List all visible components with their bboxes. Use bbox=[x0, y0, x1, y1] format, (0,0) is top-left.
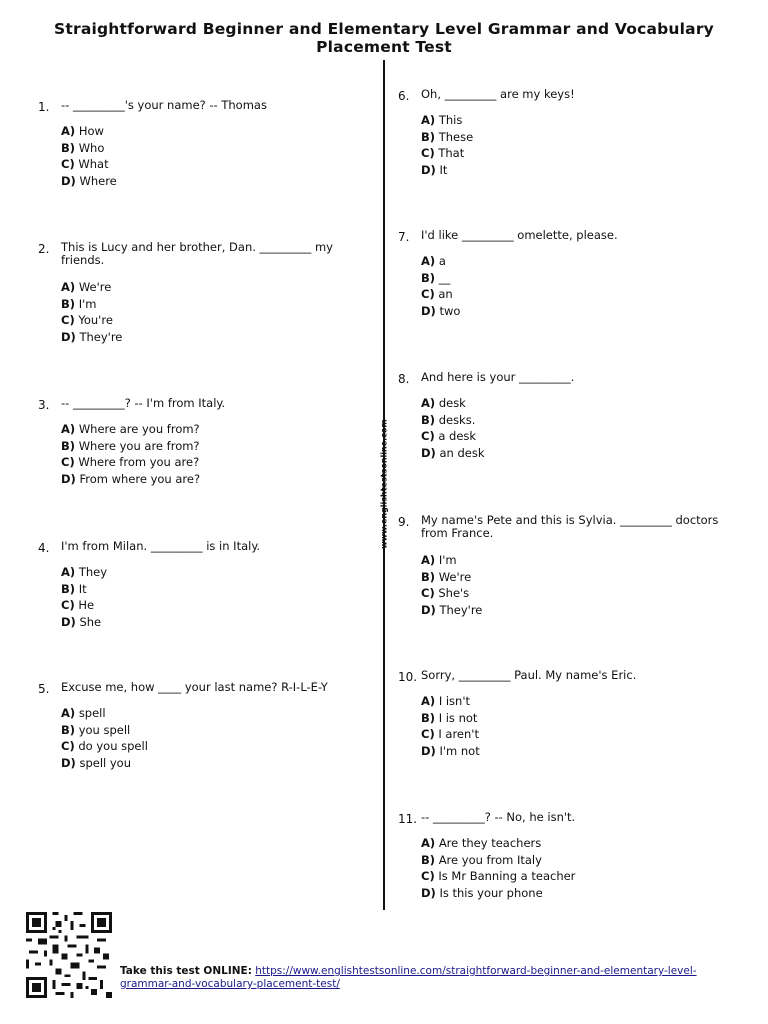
answer-option[interactable] bbox=[61, 583, 107, 600]
option-letter: D) bbox=[421, 602, 436, 617]
option-text: I'm bbox=[438, 553, 457, 567]
option-text: These bbox=[438, 129, 474, 144]
option-letter: C) bbox=[421, 727, 435, 741]
question-number: 9. bbox=[398, 515, 410, 529]
option-text: desk bbox=[438, 396, 466, 410]
option-letter: B) bbox=[421, 852, 436, 867]
online-test-link[interactable]: https://www.englishtestsonline.com/straightforward-beginner-and-elementary-level-grammar-and-vocabulary-placement-test/ bbox=[120, 965, 697, 990]
option-letter: A) bbox=[421, 836, 436, 850]
option-letter: A) bbox=[61, 422, 76, 436]
option-text: That bbox=[438, 146, 465, 160]
answer-option[interactable] bbox=[61, 757, 148, 774]
answer-option[interactable] bbox=[421, 397, 485, 414]
option-letter: A) bbox=[61, 706, 76, 720]
option-text: From where you are? bbox=[79, 471, 201, 486]
option-text: Is this your phone bbox=[439, 885, 543, 900]
option-text: Is Mr Banning a teacher bbox=[438, 869, 576, 883]
option-letter: C) bbox=[61, 739, 75, 753]
option-letter: D) bbox=[421, 303, 436, 318]
option-text: Where bbox=[79, 173, 117, 188]
question-number: 8. bbox=[398, 372, 410, 386]
answer-options bbox=[61, 281, 122, 347]
option-text: Where from you are? bbox=[78, 455, 200, 469]
question-text: Oh, _________ are my keys! bbox=[421, 87, 575, 101]
question-number: 4. bbox=[38, 541, 50, 555]
option-text: do you spell bbox=[78, 739, 148, 753]
answer-option[interactable] bbox=[61, 125, 117, 142]
answer-options bbox=[61, 125, 117, 191]
answer-option[interactable] bbox=[61, 599, 107, 616]
question-text: And here is your _________. bbox=[421, 370, 575, 384]
option-text: Who bbox=[78, 140, 105, 155]
answer-options bbox=[421, 695, 480, 761]
question-text: -- _________'s your name? -- Thomas bbox=[61, 98, 267, 112]
answer-option[interactable] bbox=[421, 114, 473, 131]
qr-code-icon[interactable] bbox=[24, 912, 114, 998]
answer-option[interactable] bbox=[421, 728, 480, 745]
answer-option[interactable] bbox=[421, 288, 460, 305]
option-letter: C) bbox=[61, 157, 75, 171]
answer-options bbox=[61, 423, 200, 489]
question-number: 1. bbox=[38, 100, 50, 114]
answer-option[interactable] bbox=[421, 854, 575, 871]
option-letter: B) bbox=[421, 270, 436, 285]
question-text: I'm from Milan. _________ is in Italy. bbox=[61, 539, 261, 553]
option-text: I isn't bbox=[438, 694, 471, 708]
option-letter: C) bbox=[421, 869, 435, 883]
question-number: 10. bbox=[398, 670, 418, 684]
answer-options bbox=[421, 554, 482, 620]
option-letter: C) bbox=[61, 313, 75, 327]
option-text: We're bbox=[78, 280, 112, 294]
option-letter: D) bbox=[421, 445, 436, 460]
answer-option[interactable] bbox=[61, 158, 117, 175]
option-letter: A) bbox=[61, 124, 76, 138]
option-letter: C) bbox=[421, 146, 435, 160]
option-text: two bbox=[439, 303, 461, 318]
option-text: Where are you from? bbox=[78, 422, 200, 436]
option-text: an desk bbox=[439, 445, 485, 460]
answer-options bbox=[421, 397, 485, 463]
answer-option[interactable] bbox=[421, 447, 485, 464]
option-text: a desk bbox=[438, 429, 477, 443]
question-number: 11. bbox=[398, 812, 418, 826]
option-text: This bbox=[438, 113, 463, 127]
answer-option[interactable] bbox=[421, 887, 575, 904]
option-text: She's bbox=[438, 586, 470, 600]
option-letter: A) bbox=[421, 553, 436, 567]
answer-option[interactable] bbox=[421, 870, 575, 887]
option-text: Are you from Italy bbox=[438, 852, 542, 867]
answer-option[interactable] bbox=[421, 571, 482, 588]
option-letter: C) bbox=[421, 429, 435, 443]
option-letter: B) bbox=[61, 722, 76, 737]
option-text: __ bbox=[438, 270, 451, 285]
question-text: -- _________? -- No, he isn't. bbox=[421, 810, 576, 824]
option-text: How bbox=[78, 124, 104, 138]
option-letter: D) bbox=[421, 162, 436, 177]
option-text: spell bbox=[78, 706, 106, 720]
question-text: I'd like _________ omelette, please. bbox=[421, 228, 618, 242]
question-text: My name's Pete and this is Sylvia. _________ doctors from France. bbox=[421, 513, 719, 540]
answer-option[interactable] bbox=[61, 740, 148, 757]
option-text: I'm bbox=[78, 296, 97, 311]
option-text: Where you are from? bbox=[78, 438, 200, 453]
answer-options bbox=[421, 837, 575, 903]
answer-option[interactable] bbox=[61, 281, 122, 298]
option-letter: A) bbox=[61, 565, 76, 579]
answer-option[interactable] bbox=[61, 314, 122, 331]
option-text: a bbox=[438, 254, 446, 268]
question-text: -- _________? -- I'm from Italy. bbox=[61, 396, 226, 410]
question-text: This is Lucy and her brother, Dan. _________ my friends. bbox=[61, 240, 333, 267]
answer-option[interactable] bbox=[61, 331, 122, 348]
online-test-link-block bbox=[120, 965, 720, 991]
question-text: Sorry, _________ Paul. My name's Eric. bbox=[421, 668, 637, 682]
option-letter: D) bbox=[421, 743, 436, 758]
page-title: Straightforward Beginner and Elementary Level Grammar and Vocabulary Placement Test bbox=[54, 20, 714, 56]
option-text: Are they teachers bbox=[438, 836, 542, 850]
option-letter: D) bbox=[421, 885, 436, 900]
answer-option[interactable] bbox=[421, 164, 473, 181]
option-letter: C) bbox=[421, 287, 435, 301]
option-letter: C) bbox=[421, 586, 435, 600]
option-text: desks. bbox=[438, 412, 476, 427]
option-text: you spell bbox=[78, 722, 131, 737]
answer-option[interactable] bbox=[421, 147, 473, 164]
option-letter: A) bbox=[421, 396, 436, 410]
answer-option[interactable] bbox=[421, 414, 485, 431]
option-text: She bbox=[79, 614, 102, 629]
option-text: I'm not bbox=[439, 743, 480, 758]
answer-option[interactable] bbox=[61, 724, 148, 741]
answer-option[interactable] bbox=[61, 616, 107, 633]
option-letter: B) bbox=[61, 140, 76, 155]
option-text: You're bbox=[78, 313, 113, 327]
option-text: an bbox=[438, 287, 453, 301]
option-letter: D) bbox=[61, 471, 76, 486]
answer-option[interactable] bbox=[421, 272, 460, 289]
answer-option[interactable] bbox=[421, 695, 480, 712]
option-letter: B) bbox=[61, 581, 76, 596]
option-letter: A) bbox=[421, 254, 436, 268]
answer-option[interactable] bbox=[61, 423, 200, 440]
answer-option[interactable] bbox=[61, 456, 200, 473]
option-letter: B) bbox=[421, 710, 436, 725]
option-letter: D) bbox=[61, 173, 76, 188]
option-letter: D) bbox=[61, 329, 76, 344]
option-letter: B) bbox=[421, 569, 436, 584]
option-text: It bbox=[439, 162, 448, 177]
question-number: 6. bbox=[398, 89, 410, 103]
answer-option[interactable] bbox=[61, 566, 107, 583]
option-letter: B) bbox=[61, 296, 76, 311]
option-letter: A) bbox=[421, 113, 436, 127]
answer-option[interactable] bbox=[421, 712, 480, 729]
answer-option[interactable] bbox=[421, 305, 460, 322]
option-text: They bbox=[78, 565, 108, 579]
option-letter: C) bbox=[61, 455, 75, 469]
option-letter: A) bbox=[421, 694, 436, 708]
question-number: 5. bbox=[38, 682, 50, 696]
answer-option[interactable] bbox=[421, 745, 480, 762]
answer-option[interactable] bbox=[61, 298, 122, 315]
answer-option[interactable] bbox=[61, 175, 117, 192]
online-test-label: Take this test ONLINE: bbox=[120, 965, 252, 977]
option-text: spell you bbox=[79, 755, 132, 770]
question-text: Excuse me, how ____ your last name? R-I-L-E-Y bbox=[61, 680, 328, 694]
option-letter: A) bbox=[61, 280, 76, 294]
site-watermark: www.englishtestsonline.com bbox=[379, 419, 389, 549]
answer-option[interactable] bbox=[421, 587, 482, 604]
question-number: 7. bbox=[398, 230, 410, 244]
answer-option[interactable] bbox=[61, 707, 148, 724]
option-text: I aren't bbox=[438, 727, 479, 741]
option-text: He bbox=[78, 598, 95, 612]
option-letter: B) bbox=[421, 129, 436, 144]
option-text: They're bbox=[439, 602, 483, 617]
option-text: We're bbox=[438, 569, 472, 584]
answer-option[interactable] bbox=[61, 473, 200, 490]
question-number: 2. bbox=[38, 242, 50, 256]
answer-options bbox=[421, 255, 460, 321]
answer-option[interactable] bbox=[421, 837, 575, 854]
answer-options bbox=[61, 707, 148, 773]
answer-options bbox=[421, 114, 473, 180]
answer-option[interactable] bbox=[421, 554, 482, 571]
question-number: 3. bbox=[38, 398, 50, 412]
option-text: What bbox=[78, 157, 109, 171]
option-text: It bbox=[78, 581, 87, 596]
option-text: They're bbox=[79, 329, 123, 344]
option-text: I is not bbox=[438, 710, 478, 725]
option-letter: B) bbox=[421, 412, 436, 427]
answer-option[interactable] bbox=[421, 430, 485, 447]
answer-option[interactable] bbox=[61, 440, 200, 457]
answer-option[interactable] bbox=[421, 255, 460, 272]
answer-option[interactable] bbox=[61, 142, 117, 159]
option-letter: B) bbox=[61, 438, 76, 453]
option-letter: C) bbox=[61, 598, 75, 612]
option-letter: D) bbox=[61, 755, 76, 770]
answer-option[interactable] bbox=[421, 131, 473, 148]
answer-option[interactable] bbox=[421, 604, 482, 621]
option-letter: D) bbox=[61, 614, 76, 629]
answer-options bbox=[61, 566, 107, 632]
